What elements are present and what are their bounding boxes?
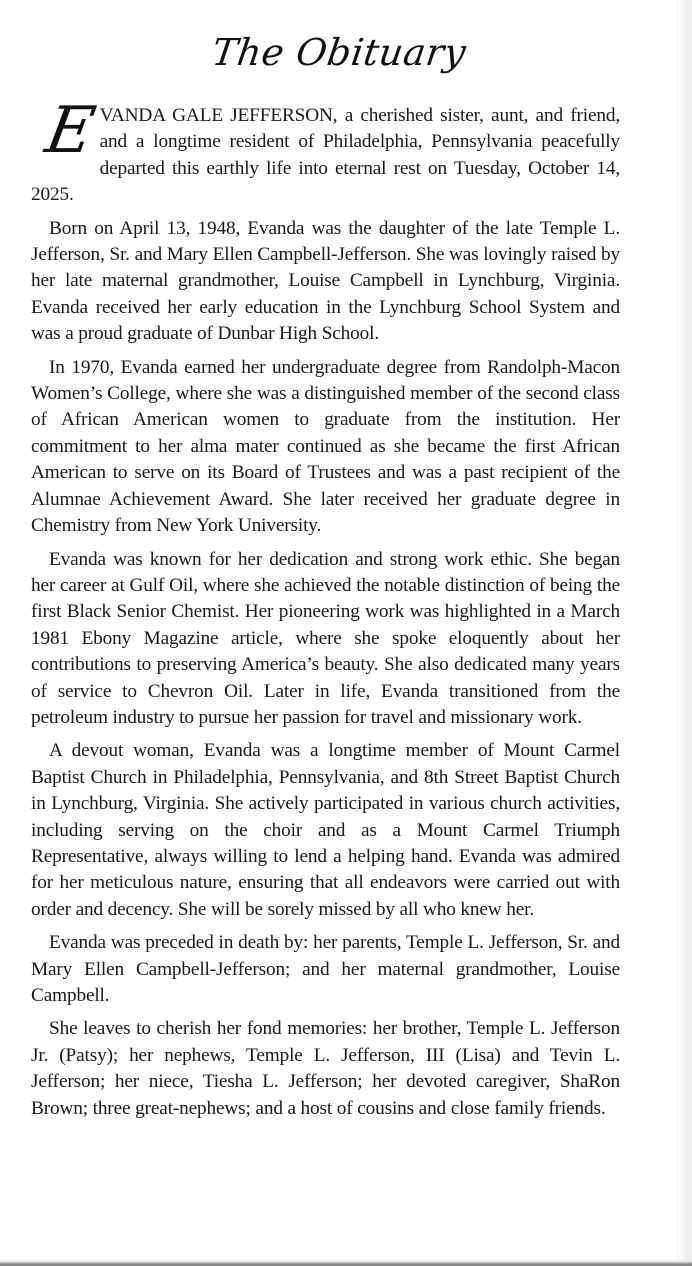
- paragraph-career: Evanda was known for her dedication and strong work ethic. She began her career at Gulf Oil, where she achieved the notable distinction of being the first Black Senior Chemist. Her pioneering work was highlighted in a March 1981 Ebony Magazine article, where she spoke eloquently about her contributions to preserving America’s beauty. She also dedicated many years of service to Chevron Oil. Later in life, Evanda transitioned from the petroleum industry to pursue her passion for travel and missionary work.: [31, 548, 620, 728]
- page-title: The Obituary: [209, 31, 469, 74]
- paragraph-intro-text: VANDA GALE JEFFERSON, a cherished sister, aunt, and friend, and a longtime resident of Philadelphia, Pennsylvania peacefully departed this earthly life into eternal rest on Tuesday, October 14, 2025.: [31, 105, 620, 206]
- page-edge-shadow: [678, 0, 692, 1266]
- paragraph-education: In 1970, Evanda earned her undergraduate degree from Randolph-Macon Women’s College, where she was a distinguished member of the second class of African American women to graduate from the institution. Her commitment to her alma mater continued as she became the first African American to serve on its Board of Trustees and was a past recipient of the Alumnae Achievement Award. She later received her graduate degree in Chemistry from New York University.: [31, 356, 620, 537]
- paragraph-early-life: Born on April 13, 1948, Evanda was the daughter of the late Temple L. Jefferson, Sr. and Mary Ellen Campbell-Jefferson. She was lovingly raised by her late maternal grandmother, Louise Campbell in Lynchburg, Virginia. Evanda received her early education in the Lynchburg School System and was a proud graduate of Dunbar High School.: [31, 217, 620, 345]
- paragraph-faith: A devout woman, Evanda was a longtime member of Mount Carmel Baptist Church in Philadelphia, Pennsylvania, and 8th Street Baptist Church in Lynchburg, Virginia. She actively participated in various church activities, including serving on the choir and as a Mount Carmel Triumph Representative, always willing to lend a helping hand. Evanda was admired for her meticulous nature, ensuring that all endeavors were carried out with order and decency. She will be sorely missed by all who knew her.: [31, 740, 620, 920]
- bottom-rule: [0, 1262, 692, 1266]
- paragraph-preceded-in-death: Evanda was preceded in death by: her parents, Temple L. Jefferson, Sr. and Mary Ellen Campbell-Jefferson; and her maternal grandmother, Louise Campbell.: [31, 932, 620, 1006]
- obituary-body: [31, 94, 620, 1129]
- paragraph-survivors: She leaves to cherish her fond memories: her brother, Temple L. Jefferson Jr. (Patsy); her nephews, Temple L. Jefferson, III (Lisa) and Tevin L. Jefferson; her niece, Tiesha L. Jefferson; her devoted caregiver, ShaRon Brown; three great-nephews; and a host of cousins and close family friends.: [31, 1018, 620, 1119]
- paragraph-intro: [31, 94, 620, 209]
- dropcap-letter: E: [40, 94, 101, 168]
